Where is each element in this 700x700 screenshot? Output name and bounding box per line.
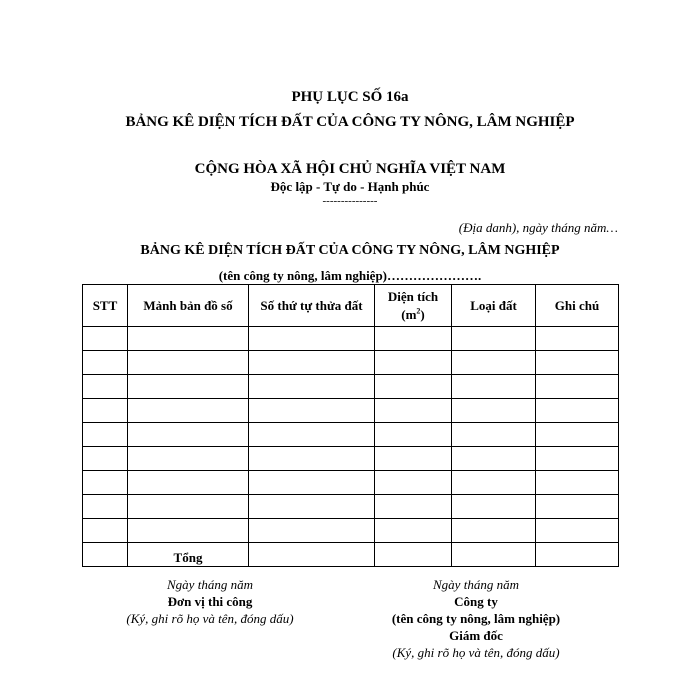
table-cell: [83, 447, 128, 471]
table-row: [83, 495, 619, 519]
table-cell: [536, 399, 619, 423]
table-cell: [249, 351, 375, 375]
table-row: [83, 375, 619, 399]
table-cell: [375, 519, 452, 543]
table-cell: [83, 519, 128, 543]
table-cell: [249, 399, 375, 423]
table-row: [83, 471, 619, 495]
table-cell: [83, 423, 128, 447]
signature-block-company: [346, 576, 606, 661]
table-cell: [83, 351, 128, 375]
table-row: [83, 519, 619, 543]
appendix-title: PHỤ LỤC SỐ 16a: [291, 89, 409, 105]
table-cell: [452, 423, 536, 447]
sig-right-title: Giám đốc: [449, 628, 503, 643]
table-cell: [249, 543, 375, 567]
col-header-land-type: Loại đất: [452, 285, 536, 327]
col-header-note: Ghi chú: [536, 285, 619, 327]
table-cell: [375, 423, 452, 447]
sig-left-instruction: (Ký, ghi rõ họ và tên, đóng dấu): [126, 611, 294, 626]
table-row: [83, 447, 619, 471]
table-cell: [452, 543, 536, 567]
table-cell: [249, 327, 375, 351]
col-header-parcel-no: Số thứ tự thửa đất: [249, 285, 375, 327]
table-cell: [536, 447, 619, 471]
nation-heading: CỘNG HÒA XÃ HỘI CHỦ NGHĨA VIỆT NAM: [194, 161, 506, 177]
col-header-map-sheet: Mảnh bản đồ số: [128, 285, 249, 327]
table-cell: [452, 375, 536, 399]
col-header-area: [375, 285, 452, 327]
table-cell: [536, 543, 619, 567]
table-cell: [83, 495, 128, 519]
table-cell: [128, 375, 249, 399]
table-cell: [536, 471, 619, 495]
appendix-subtitle: BẢNG KÊ DIỆN TÍCH ĐẤT CỦA CÔNG TY NÔNG, LÂM NGHIỆP: [125, 114, 575, 130]
table-cell: [83, 327, 128, 351]
table-cell: [83, 399, 128, 423]
table-cell: [452, 471, 536, 495]
table-cell: [375, 471, 452, 495]
table-cell: [375, 351, 452, 375]
sig-right-date: Ngày tháng năm: [433, 577, 519, 592]
table-cell: [536, 375, 619, 399]
table-total-row: [83, 543, 619, 567]
table-cell: [128, 327, 249, 351]
table-cell: [375, 327, 452, 351]
table-cell: [375, 375, 452, 399]
table-cell: [128, 447, 249, 471]
table-row: [83, 351, 619, 375]
table-body: [83, 327, 619, 567]
company-line: (tên công ty nông, lâm nghiệp)………………….: [218, 268, 482, 283]
area-unit: $(m^2)$: [401, 306, 425, 323]
total-label: Tổng: [128, 543, 249, 567]
table-cell: [249, 375, 375, 399]
table-cell: [375, 447, 452, 471]
table-cell: [536, 519, 619, 543]
table-cell: [249, 447, 375, 471]
table-cell: [249, 495, 375, 519]
table-cell: [249, 423, 375, 447]
table-cell: [452, 399, 536, 423]
table-row: [83, 327, 619, 351]
table-cell: [452, 447, 536, 471]
table-cell: [249, 519, 375, 543]
sig-right-company: (tên công ty nông, lâm nghiệp): [391, 611, 561, 626]
table-cell: [83, 471, 128, 495]
table-cell: [128, 519, 249, 543]
table-cell: [128, 399, 249, 423]
table-cell: [536, 423, 619, 447]
dateline: (Địa danh), ngày tháng năm…: [458, 220, 618, 235]
table-cell: [536, 327, 619, 351]
table-cell: [128, 495, 249, 519]
table-title: BẢNG KÊ DIỆN TÍCH ĐẤT CỦA CÔNG TY NÔNG, LÂM NGHIỆP: [140, 243, 560, 258]
table-cell: [83, 375, 128, 399]
table-cell: [452, 327, 536, 351]
table-cell: [375, 543, 452, 567]
table-cell: [249, 471, 375, 495]
table-cell: [128, 423, 249, 447]
table-cell: [375, 399, 452, 423]
table-row: [83, 399, 619, 423]
table-cell: [128, 471, 249, 495]
land-area-table: [82, 284, 619, 567]
sig-left-date: Ngày tháng năm: [167, 577, 253, 592]
table-header-row: [83, 285, 619, 327]
table-cell: [375, 495, 452, 519]
motto: Độc lập - Tự do - Hạnh phúc: [270, 179, 430, 194]
table-cell: [452, 495, 536, 519]
sig-right-instruction: (Ký, ghi rõ họ và tên, đóng dấu): [392, 645, 560, 660]
signature-block-contractor: [80, 576, 340, 627]
sig-right-role: Công ty: [454, 594, 498, 609]
table-cell: [128, 351, 249, 375]
table-cell: [452, 519, 536, 543]
area-label: Diện tích: [387, 288, 439, 304]
table-cell: [83, 543, 128, 567]
col-header-stt: STT: [83, 285, 128, 327]
table-cell: [452, 351, 536, 375]
motto-rule: ---------------: [322, 195, 378, 207]
table-cell: [536, 351, 619, 375]
sig-left-role: Đơn vị thi công: [167, 594, 253, 609]
table-cell: [536, 495, 619, 519]
table-row: [83, 423, 619, 447]
